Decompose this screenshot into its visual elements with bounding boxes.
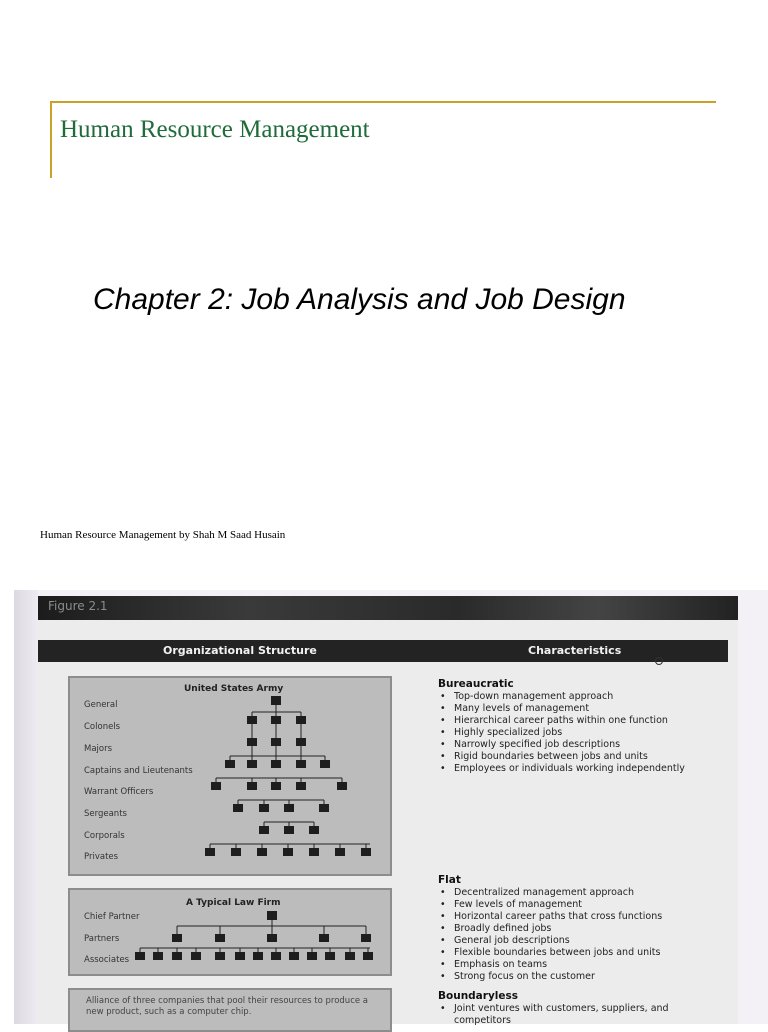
flat-list [438, 887, 738, 983]
chapter-title: Chapter 2: Job Analysis and Job Design [93, 283, 626, 316]
list-item: • Emphasis on teams [438, 959, 738, 971]
flat-title: Flat [438, 874, 461, 886]
army-panel [68, 676, 392, 876]
boundaryless-list [438, 1003, 738, 1027]
list-item: • Highly specialized jobs [438, 727, 738, 739]
rank-label: General [84, 700, 118, 710]
rank-label: Privates [84, 852, 119, 862]
army-title: United States Army [184, 684, 284, 694]
law-firm-panel [68, 888, 392, 976]
law-firm-org-chart [70, 890, 390, 974]
rank-label: Majors [84, 744, 113, 754]
scan-edge [14, 590, 38, 1024]
rank-label: Chief Partner [84, 912, 140, 922]
bureaucratic-list [438, 691, 738, 775]
list-item: • Rigid boundaries between jobs and units [438, 751, 738, 763]
bureaucratic-characteristics [438, 678, 738, 775]
list-item: • Strong focus on the customer [438, 971, 738, 983]
list-item: • Decentralized management approach [438, 887, 738, 899]
list-item: • Joint ventures with customers, suppliers, and competitors [438, 1003, 714, 1027]
list-item: • Few levels of management [438, 899, 738, 911]
boundaryless-characteristics [438, 990, 738, 1027]
rank-label: Captains and Lieutenants [84, 766, 193, 776]
list-item: • Employees or individuals working independently [438, 763, 738, 775]
scanned-figure [14, 590, 768, 1024]
course-title: Human Resource Management [60, 116, 370, 143]
rank-label: Sergeants [84, 809, 127, 819]
boundaryless-title: Boundaryless [438, 990, 519, 1002]
list-item: • Flexible boundaries between jobs and units [438, 947, 738, 959]
figure-header-band [38, 596, 738, 620]
list-item: • Narrowly specified job descriptions [438, 739, 738, 751]
rank-label: Partners [84, 934, 120, 944]
list-item: • Top-down management approach [438, 691, 738, 703]
alliance-panel [68, 988, 392, 1032]
title-rule-horizontal [50, 101, 716, 103]
rank-label: Colonels [84, 722, 121, 732]
list-item: • Hierarchical career paths within one function [438, 715, 738, 727]
rank-label: Warrant Officers [84, 787, 154, 797]
rank-label: Associates [84, 955, 130, 965]
rank-label: Corporals [84, 831, 125, 841]
footer-note: Human Resource Management by Shah M Saad Husain [40, 529, 286, 541]
circle-mark [655, 657, 663, 665]
figure-label: Figure 2.1 [48, 599, 108, 613]
flat-characteristics [438, 874, 738, 983]
title-rule-vertical [50, 101, 52, 178]
figure-page [38, 596, 738, 1024]
army-org-chart [70, 678, 390, 874]
list-item: • Many levels of management [438, 703, 738, 715]
column-header-bar [38, 640, 728, 662]
bureaucratic-title: Bureaucratic [438, 678, 514, 690]
header-organizational-structure: Organizational Structure [163, 644, 317, 657]
alliance-text: Alliance of three companies that pool their resources to produce a new product, such as a computer chip. [86, 996, 369, 1017]
law-firm-title: A Typical Law Firm [186, 898, 281, 908]
list-item: • General job descriptions [438, 935, 738, 947]
list-item: • Horizontal career paths that cross functions [438, 911, 738, 923]
header-characteristics: Characteristics [528, 644, 622, 657]
list-item: • Broadly defined jobs [438, 923, 738, 935]
